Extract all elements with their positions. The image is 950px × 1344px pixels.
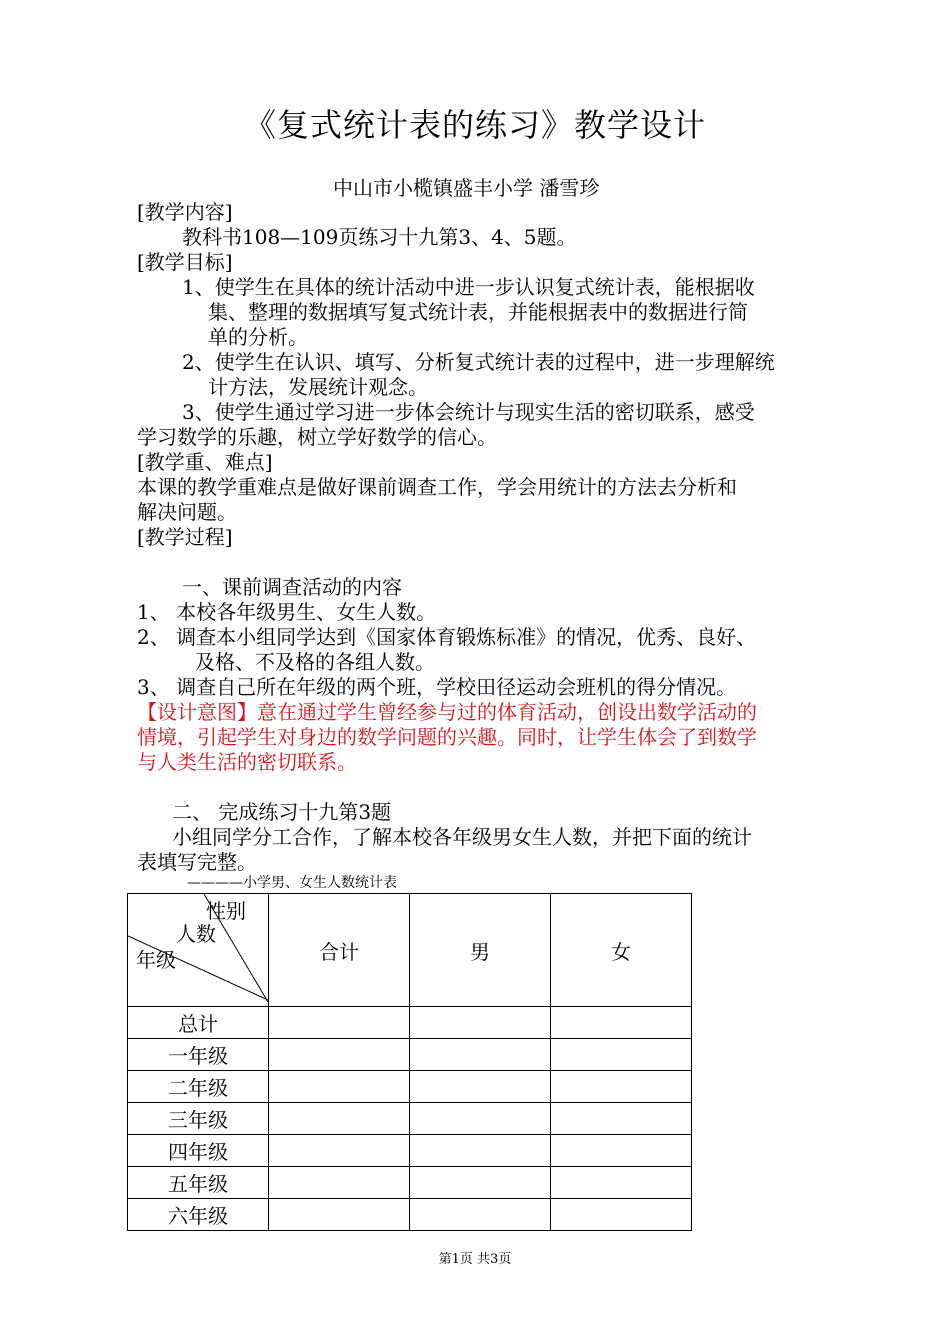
table-cell: [551, 1039, 692, 1071]
keypoints-line-1: 本课的教学重难点是做好课前调查工作，学会用统计的方法去分析和: [137, 475, 737, 499]
part-1-item-2-line-2: 及格、不及格的各组人数。: [195, 650, 435, 674]
part-1-item-1: 1、 本校各年级男生、女生人数。: [137, 600, 437, 624]
table-row: [128, 1103, 692, 1135]
goal-2-line-1: 2、使学生在认识、填写、分析复式统计表的过程中，进一步理解统: [182, 350, 775, 374]
header-grade-label: 年级: [136, 948, 176, 972]
row-label-grade-6: 六年级: [128, 1199, 269, 1231]
table-cell: [410, 1199, 551, 1231]
section-keypoints-heading: [教学重、难点]: [137, 450, 273, 474]
table-cell: [410, 1103, 551, 1135]
table-header-row: [128, 894, 692, 1007]
diagonal-header-cell: [128, 894, 269, 1007]
statistics-table: [127, 893, 692, 1231]
table-row: [128, 1007, 692, 1039]
table-cell: [551, 1103, 692, 1135]
part-2-text-line-2: 表填写完整。: [137, 850, 257, 874]
row-label-grade-5: 五年级: [128, 1167, 269, 1199]
design-intent-line-3: 与人类生活的密切联系。: [137, 750, 357, 774]
part-1-heading: 一、课前调查活动的内容: [182, 575, 402, 599]
column-header-female: 女: [551, 894, 692, 1007]
table-row: [128, 1039, 692, 1071]
goal-3-line-1: 3、使学生通过学习进一步体会统计与现实生活的密切联系，感受: [182, 400, 755, 424]
table-row: [128, 1167, 692, 1199]
section-process-heading: [教学过程]: [137, 525, 233, 549]
table-cell: [410, 1071, 551, 1103]
document-title: 《复式统计表的练习》教学设计: [243, 106, 706, 144]
goal-3-line-2: 学习数学的乐趣，树立学好数学的信心。: [137, 425, 497, 449]
table-cell: [269, 1007, 410, 1039]
goal-1-line-3: 单的分析。: [208, 325, 308, 349]
table-row: [128, 1135, 692, 1167]
row-label-grade-3: 三年级: [128, 1103, 269, 1135]
table-cell: [551, 1167, 692, 1199]
header-gender-label: 性别: [206, 899, 246, 923]
goal-1-line-1: 1、使学生在具体的统计活动中进一步认识复式统计表，能根据收: [182, 275, 755, 299]
row-label-grade-4: 四年级: [128, 1135, 269, 1167]
part-2-text-line-1: 小组同学分工合作，了解本校各年级男女生人数，并把下面的统计: [172, 825, 752, 849]
table-cell: [410, 1135, 551, 1167]
author-line: 中山市小榄镇盛丰小学 潘雪珍: [333, 176, 600, 200]
table-cell: [410, 1167, 551, 1199]
column-header-total: 合计: [269, 894, 410, 1007]
goal-2-line-2: 计方法，发展统计观念。: [208, 375, 428, 399]
table-cell: [269, 1103, 410, 1135]
table-cell: [551, 1199, 692, 1231]
keypoints-line-2: 解决问题。: [137, 500, 237, 524]
row-label-grade-2: 二年级: [128, 1071, 269, 1103]
row-label-total: 总计: [128, 1007, 269, 1039]
section-goals-heading: [教学目标]: [137, 250, 233, 274]
table-row: [128, 1071, 692, 1103]
part-1-item-3: 3、 调查自己所在年级的两个班，学校田径运动会班机的得分情况。: [137, 675, 737, 699]
table-cell: [551, 1007, 692, 1039]
row-label-grade-1: 一年级: [128, 1039, 269, 1071]
table-cell: [269, 1199, 410, 1231]
table-cell: [269, 1135, 410, 1167]
part-2-heading: 二、 完成练习十九第3题: [172, 800, 392, 824]
table-cell: [269, 1167, 410, 1199]
table-cell: [410, 1039, 551, 1071]
section-content-heading: [教学内容]: [137, 200, 233, 224]
table-cell: [269, 1071, 410, 1103]
design-intent-line-1: 【设计意图】意在通过学生曾经参与过的体育活动，创设出数学活动的: [137, 700, 757, 724]
table-cell: [551, 1135, 692, 1167]
table-caption: ————小学男、女生人数统计表: [187, 875, 397, 891]
table-cell: [410, 1007, 551, 1039]
table-cell: [551, 1071, 692, 1103]
design-intent-line-2: 情境，引起学生对身边的数学问题的兴趣。同时，让学生体会了到数学: [137, 725, 757, 749]
header-count-label: 人数: [176, 922, 216, 946]
goal-1-line-2: 集、整理的数据填写复式统计表，并能根据表中的数据进行简: [208, 300, 748, 324]
table-row: [128, 1199, 692, 1231]
page-footer: 第1页 共3页: [438, 1252, 512, 1267]
table-cell: [269, 1039, 410, 1071]
part-1-item-2-line-1: 2、 调查本小组同学达到《国家体育锻炼标准》的情况，优秀、良好、: [137, 625, 757, 649]
section-content-text: 教科书108—109页练习十九第3、4、5题。: [182, 225, 577, 249]
column-header-male: 男: [410, 894, 551, 1007]
